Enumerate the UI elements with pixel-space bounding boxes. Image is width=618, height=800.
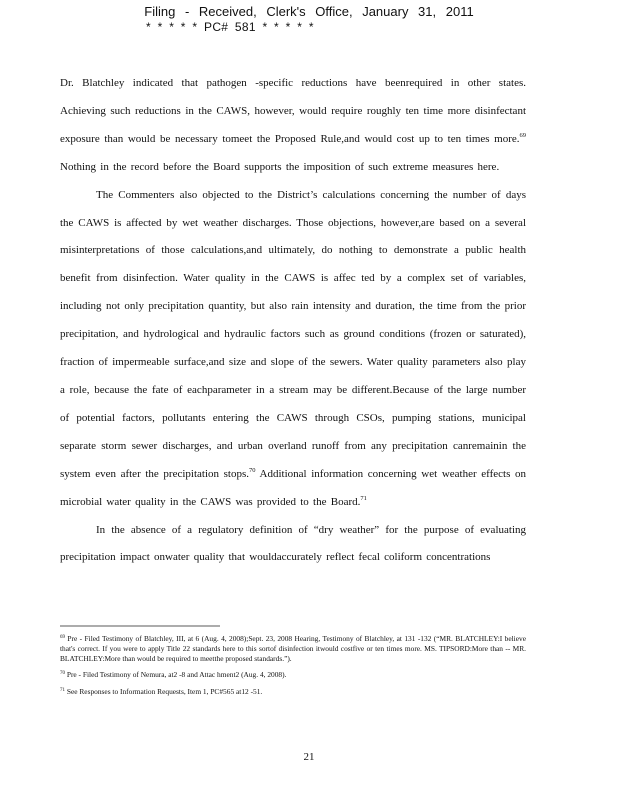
paragraph-text: The Commenters also objected to the District’s calculations concerning the number of days the CAWS is affected by wet weather discharges. Those objections, however,are based on a several misinterpretations of those calculations,and ultimately, do nothing to demonstrate a public health benefit from disinfection. Water quality in the CAWS is affec ted by a complex set of variables, including not only precipitation quantity, but also rain intensity and duration, the time from the prior precipitation, and hydrological and hydraulic factors such as ground conditions (frozen or saturated), fraction of impermeable surface,and size and slope of the sewers. Water quality parameters also play a role, because the fate of eachparameter in a stream may be different.Because of the large number of potential factors, pollutants entering the CAWS through CSOs, pumping stations, municipal separate storm sewer discharges, and urban overland runoff from any precipitation canremainin the system even after the precipitation stops. <box>60 188 526 480</box>
paragraph-text: Nothing in the record before the Board supports the imposition of such extreme measures here. <box>60 160 500 173</box>
footnotes <box>60 634 526 704</box>
paragraph-text: In the absence of a regulatory definition of “dry weather” for the purpose of evaluating precipitation impact onwater quality that wouldaccurately reflect fecal coliform concentrations <box>60 523 526 564</box>
footnote-ref-69: 69 <box>519 131 526 139</box>
footnote-ref-70: 70 <box>249 466 256 474</box>
footnote-text: See Responses to Information Requests, Item 1, PC#565 at12 -51. <box>65 687 263 697</box>
footnote-ref-71: 71 <box>360 494 367 502</box>
paragraph-1 <box>60 70 526 182</box>
footnote-69 <box>60 634 526 663</box>
pc-number-header: * * * * * PC# 581 * * * * * <box>146 20 314 34</box>
body-text <box>60 70 526 572</box>
paragraph-text: Additional information concerning wet weather effects on microbial water quality in the CAWS was provided to the Board. <box>60 467 526 508</box>
footnote-number: 71 <box>60 688 65 694</box>
footnote-text: Pre - Filed Testimony of Blatchley, III, at 6 (Aug. 4, 2008);Sept. 23, 2008 Hearing, Testimony of Blatchley, at 131 -132 (“MR. BLATCHLEY:I believe that's correct. If you were to apply Title 22 standards here to this sortof disinfection itwould costfive or ten times more. MS. TIPSORD:More than -- MR. BLATCHLEY:More than would be required to meetthe proposed standards.”). <box>60 634 526 663</box>
paragraph-2 <box>60 182 526 517</box>
footnote-number: 70 <box>60 671 65 677</box>
page-number: 21 <box>303 751 315 763</box>
footnote-separator <box>60 625 220 627</box>
paragraph-text: Dr. Blatchley indicated that pathogen -specific reductions have beenrequired in other states. Achieving such reductions in the CAWS, however, would require roughly ten time more disinfectant exposure than would be necessary tomeet the Proposed Rule,and would cost up to ten times more. <box>60 77 526 145</box>
footnote-70 <box>60 670 526 680</box>
footnote-71 <box>60 687 526 697</box>
footnote-number: 69 <box>60 635 65 640</box>
footnote-text: Pre - Filed Testimony of Nemura, at2 -8 and Attac hment2 (Aug. 4, 2008). <box>65 670 287 680</box>
filing-header: Filing - Received, Clerk's Office, January 31, 2011 <box>144 4 474 19</box>
paragraph-3 <box>60 517 526 573</box>
